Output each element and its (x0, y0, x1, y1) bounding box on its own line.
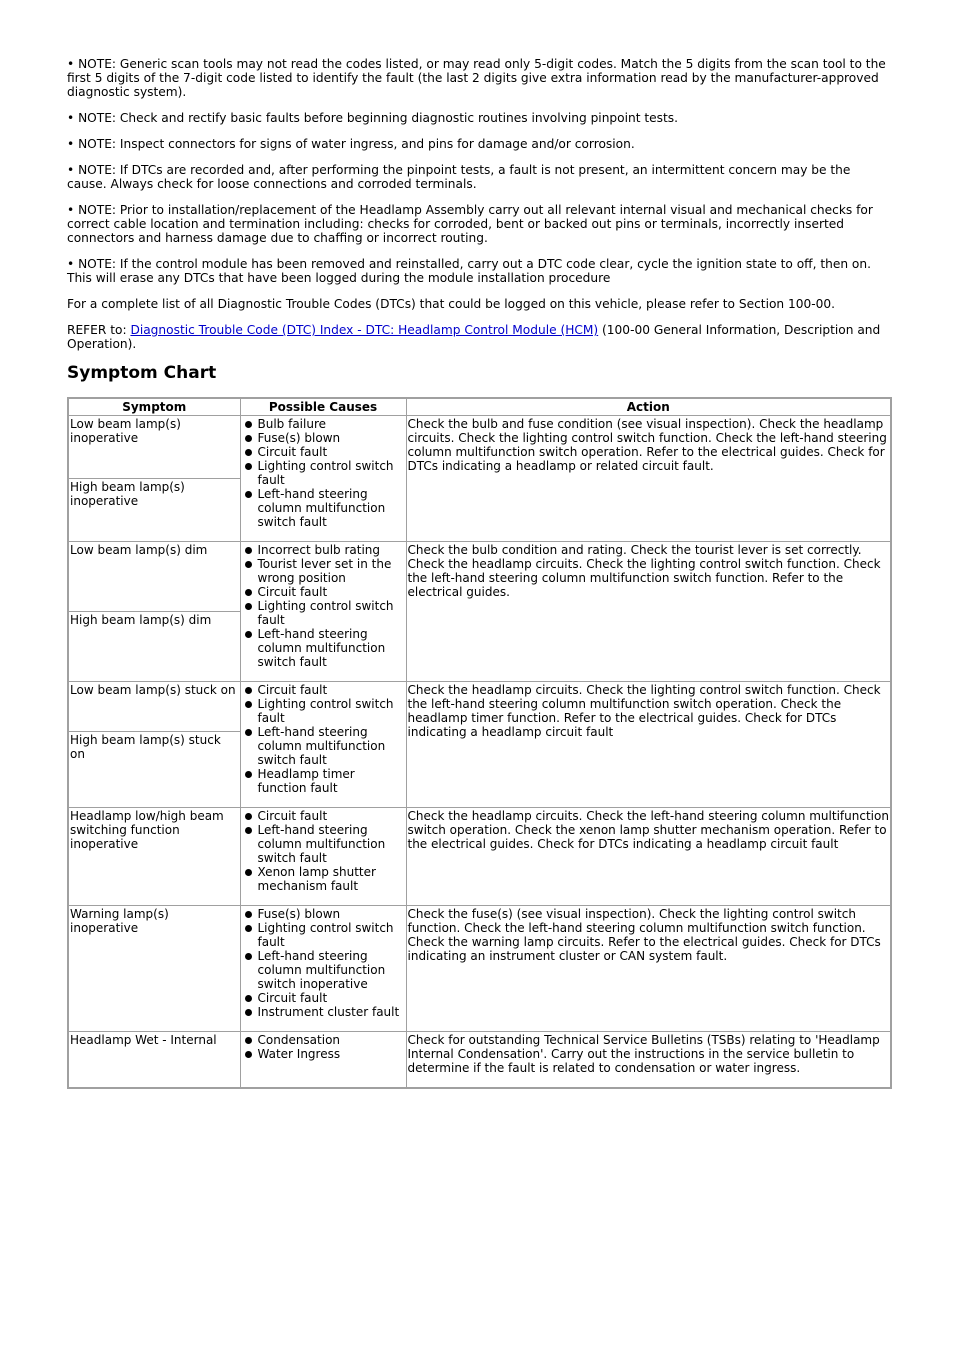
list-item: Left-hand steering column multifunction switch inoperative (242, 949, 405, 991)
notes-section (67, 57, 892, 311)
list-item: Circuit fault (242, 585, 405, 599)
symptom-cell: High beam lamp(s) stuck on (68, 732, 240, 808)
list-item: Lighting control switch fault (242, 697, 405, 725)
list-item: Circuit fault (242, 809, 405, 823)
header-possible-causes: Possible Causes (240, 398, 406, 416)
list-item: Headlamp timer function fault (242, 767, 405, 795)
possible-causes-cell (240, 416, 406, 542)
table-row (68, 808, 891, 906)
list-item: Xenon lamp shutter mechanism fault (242, 865, 405, 893)
table-row (68, 416, 891, 479)
symptom-cell: Low beam lamp(s) inoperative (68, 416, 240, 479)
action-cell: Check the fuse(s) (see visual inspection). Check the lighting control switch function. Check the left-hand steering column multifunction switch function. Check the warning lamp circuits. Refer to the electrical guides. Check for DTCs indicating an instrument cluster or CAN system fault. (406, 906, 891, 1032)
list-item: Condensation (242, 1033, 405, 1047)
action-cell: Check the headlamp circuits. Check the lighting control switch function. Check the left-hand steering column multifunction switch operation. Check the headlamp timer function. Refer to the electrical guides. Check for DTCs indicating a headlamp circuit fault (406, 682, 891, 808)
header-action: Action (406, 398, 891, 416)
header-symptom: Symptom (68, 398, 240, 416)
table-row (68, 1032, 891, 1089)
refer-prefix: REFER to: (67, 323, 131, 337)
list-item: Left-hand steering column multifunction switch fault (242, 487, 405, 529)
possible-causes-cell (240, 682, 406, 808)
table-row (68, 682, 891, 732)
note-paragraph: • NOTE: If the control module has been removed and reinstalled, carry out a DTC code clear, cycle the ignition state to off, then on. This will erase any DTCs that have been logged during the module installation procedure (67, 257, 871, 285)
list-item: Lighting control switch fault (242, 921, 405, 949)
list-item: Left-hand steering column multifunction switch fault (242, 823, 405, 865)
possible-causes-cell (240, 542, 406, 682)
table-row (68, 906, 891, 1032)
list-item: Lighting control switch fault (242, 459, 405, 487)
action-cell: Check the bulb and fuse condition (see visual inspection). Check the headlamp circuits. Check the lighting control switch function. Check the left-hand steering column multifunction switch operation. Refer to the electrical guides. Check for DTCs indicating a headlamp or related circuit fault. (406, 416, 891, 542)
note-paragraph: • NOTE: Prior to installation/replacement of the Headlamp Assembly carry out all relevant internal visual and mechanical checks for correct cable location and termination including: checks for corroded, bent or backed out pins or terminals, incorrectly inserted connectors and harness damage due to chaffing or incorrect routing. (67, 203, 873, 245)
list-item: Bulb failure (242, 417, 405, 431)
possible-causes-cell (240, 808, 406, 906)
possible-causes-cell (240, 1032, 406, 1089)
causes-list (242, 809, 405, 893)
list-item: Fuse(s) blown (242, 907, 405, 921)
note-paragraph: For a complete list of all Diagnostic Trouble Codes (DTCs) that could be logged on this vehicle, please refer to Section 100-00. (67, 297, 836, 311)
symptom-cell: Low beam lamp(s) dim (68, 542, 240, 612)
causes-list (242, 543, 405, 669)
note-paragraph: • NOTE: If DTCs are recorded and, after performing the pinpoint tests, a fault is not present, an intermittent concern may be the cause. Always check for loose connections and corroded terminals. (67, 163, 851, 191)
causes-list (242, 907, 405, 1019)
symptom-cell: Headlamp Wet - Internal (68, 1032, 240, 1089)
causes-list (242, 417, 405, 529)
list-item: Tourist lever set in the wrong position (242, 557, 405, 585)
action-cell: Check the bulb condition and rating. Check the tourist lever is set correctly. Check the headlamp circuits. Check the lighting control switch function. Check the left-hand steering column multifunction switch function. Refer to the electrical guides. (406, 542, 891, 682)
symptom-cell: Warning lamp(s) inoperative (68, 906, 240, 1032)
list-item: Circuit fault (242, 683, 405, 697)
dtc-index-link[interactable]: Diagnostic Trouble Code (DTC) Index - DTC: Headlamp Control Module (HCM) (130, 323, 599, 337)
list-item: Water Ingress (242, 1047, 405, 1061)
possible-causes-cell (240, 906, 406, 1032)
list-item: Circuit fault (242, 991, 405, 1005)
symptom-cell: Low beam lamp(s) stuck on (68, 682, 240, 732)
symptom-cell: Headlamp low/high beam switching function inoperative (68, 808, 240, 906)
list-item: Lighting control switch fault (242, 599, 405, 627)
symptom-cell: High beam lamp(s) dim (68, 612, 240, 682)
list-item: Left-hand steering column multifunction switch fault (242, 725, 405, 767)
causes-list (242, 683, 405, 795)
table-body (68, 416, 891, 1089)
list-item: Left-hand steering column multifunction switch fault (242, 627, 405, 669)
document-page (67, 57, 892, 1089)
list-item: Instrument cluster fault (242, 1005, 405, 1019)
symptom-cell: High beam lamp(s) inoperative (68, 479, 240, 542)
table-header-row (68, 398, 891, 416)
section-title: Symptom Chart (67, 363, 217, 383)
refer-paragraph (67, 323, 892, 351)
causes-list (242, 1033, 405, 1061)
table-row (68, 542, 891, 612)
list-item: Incorrect bulb rating (242, 543, 405, 557)
symptom-chart-table (67, 397, 892, 1089)
refer-suffix: (100-00 General Information, Description and Operation). (67, 323, 881, 351)
note-paragraph: • NOTE: Inspect connectors for signs of water ingress, and pins for damage and/or corrosion. (67, 137, 635, 151)
note-paragraph: • NOTE: Generic scan tools may not read the codes listed, or may read only 5-digit codes. Match the 5 digits from the scan tool to the first 5 digits of the 7-digit code listed to identify the fault (the last 2 digits give extra information read by the manufacturer-approved diagnostic system). (67, 57, 886, 99)
list-item: Fuse(s) blown (242, 431, 405, 445)
action-cell: Check for outstanding Technical Service Bulletins (TSBs) relating to 'Headlamp Internal Condensation'. Carry out the instructions in the service bulletin to determine if the fault is related to condensation or water ingress. (406, 1032, 891, 1089)
list-item: Circuit fault (242, 445, 405, 459)
note-paragraph: • NOTE: Check and rectify basic faults before beginning diagnostic routines involving pinpoint tests. (67, 111, 679, 125)
action-cell: Check the headlamp circuits. Check the left-hand steering column multifunction switch operation. Check the xenon lamp shutter mechanism operation. Refer to the electrical guides. Check for DTCs indicating a headlamp circuit fault (406, 808, 891, 906)
